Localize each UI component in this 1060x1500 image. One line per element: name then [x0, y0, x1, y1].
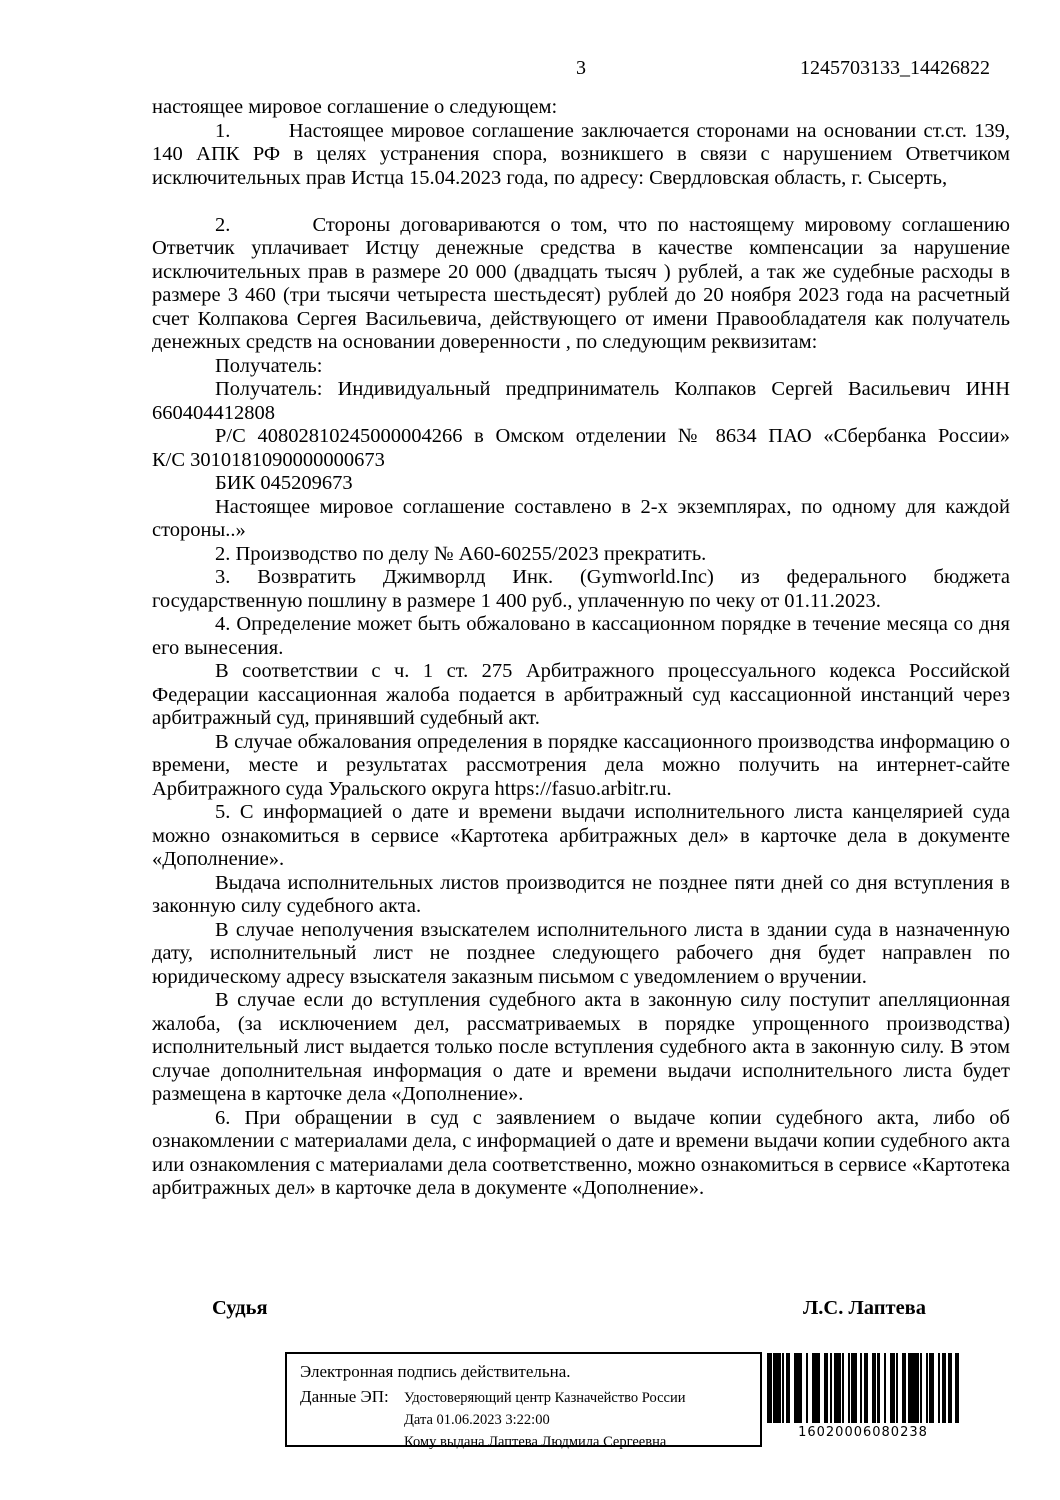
stamp-cert-lines — [404, 1387, 686, 1453]
signature-row — [152, 1297, 1010, 1320]
judge-name: Л.С. Лаптева — [802, 1297, 926, 1319]
paragraph: 4. Определение может быть обжаловано в кассационном порядке в течение месяца со дня его вынесения. — [152, 613, 1010, 659]
paragraph: 1. Настоящее мировое соглашение заключается сторонами на основании ст.ст. 139, 140 АПК РФ в целях устранения спора, возникшего в связи с нарушением Ответчиком исключительных прав Истца 15.04.2023 года, по адресу: Свердловская область, г. Сысерть, — [152, 119, 1010, 189]
judge-label: Судья — [212, 1297, 268, 1319]
stamp-cert-date: Дата 01.06.2023 3:22:00 — [404, 1412, 550, 1428]
paragraph: В случае обжалования определения в порядке кассационного производства информацию о времени, месте и результатах рассмотрения дела можно получить на интернет-сайте Арбитражного суда Уральского округа https://fasuo.arbitr.ru. — [152, 730, 1010, 800]
stamp-data-label: Данные ЭП: — [300, 1387, 389, 1406]
paragraph: Настоящее мировое соглашение составлено в 2-х экземплярах, по одному для каждой — [215, 495, 1010, 518]
paragraph: В соответствии с ч. 1 ст. 275 Арбитражного процессуального кодекса Российской Федерации кассационная жалоба подается в арбитражный суд кассационной инстанций через арбитражный суд, принявший судебный акт. — [152, 660, 1010, 729]
paragraph: Получатель: Индивидуальный предприниматель Колпаков Сергей Васильевич ИНН — [215, 378, 1010, 400]
electronic-signature-stamp — [285, 1352, 762, 1450]
paragraph: стороны..» — [152, 519, 246, 541]
paragraph: 660404412808 — [152, 401, 275, 424]
stamp-cert-issued-to: Кому выдана Лаптева Людмила Сергеевна — [404, 1434, 667, 1450]
stamp-data-row — [300, 1387, 750, 1453]
paragraph: Получатель: — [215, 354, 323, 377]
paragraph: В случае если до вступления судебного акта в законную силу поступит апелляционная жалоба, (за исключением дел, рассматриваемых в порядке упрощенного производства) исполнительный лист выдается только после вступления судебного акта в законную силу. В этом случае дополнительная информация о дате и времени выдачи исполнительного листа будет размещена в карточке дела «Дополнение». — [152, 989, 1010, 1105]
paragraph: 6. При обращении в суд с заявлением о выдаче копии судебного акта, либо об ознакомлении с материалами дела, с информацией о дате и времени выдачи копии судебного акта или ознакомления с материалами дела соответственно, можно ознакомиться в сервисе «Картотека арбитражных дел» в карточке дела в документе «Дополнение». — [152, 1106, 1010, 1199]
stamp-cert-authority: Удостоверяющий центр Казначейство России — [404, 1390, 686, 1406]
barcode-bars — [767, 1353, 959, 1423]
page-number: 3 — [576, 57, 586, 79]
paragraph: К/С 3010181090000000673 — [152, 448, 385, 471]
barcode — [767, 1353, 959, 1440]
paragraph: настоящее мировое соглашение о следующем: — [152, 96, 558, 118]
paragraph: БИК 045209673 — [215, 472, 353, 494]
document-body — [152, 96, 1010, 1201]
blank-line — [152, 190, 1010, 214]
paragraph: Р/С 40802810245000004266 в Омском отделении № 8634 ПАО «Сбербанка России» — [215, 425, 1010, 447]
paragraph: В случае неполучения взыскателем исполнительного листа в здании суда в назначенную дату, исполнительный лист не позднее следующего рабочего дня будет направлен по юридическому адресу взыскателя заказным письмом с уведомлением о вручении. — [152, 918, 1010, 988]
document-id: 1245703133_14426822 — [800, 57, 990, 79]
paragraph: Выдача исполнительных листов производится не позднее пяти дней со дня вступления в законную силу судебного акта. — [152, 871, 1010, 917]
barcode-number: 16020006080238 — [798, 1425, 928, 1440]
stamp-valid-text: Электронная подпись действительна. — [300, 1362, 571, 1381]
page-header — [152, 57, 1010, 83]
paragraph: 2. Производство по делу № А60-60255/2023 прекратить. — [215, 542, 707, 565]
paragraph: 3. Возвратить Джимворлд Инк. (Gymworld.Inc) из федерального бюджета государственную пошлину в размере 1 400 руб., уплаченную по чеку от 01.11.2023. — [152, 566, 1010, 612]
paragraph: 2. Стороны договариваются о том, что по настоящему мировому соглашению Ответчик уплачивает Истцу денежные средства в качестве компенсации за нарушение исключительных прав в размере 20 000 (двадцать тысяч ) рублей, а так же судебные расходы в размере 3 460 (три тысячи четыреста шестьдесят) рублей до 20 ноября 2023 года на расчетный счет Колпакова Сергея Васильевича, действующего от имени Правообладателя как получатель денежных средств на основании доверенности , по следующим реквизитам: — [152, 213, 1010, 353]
paragraph: 5. С информацией о дате и времени выдачи исполнительного листа канцелярией суда можно ознакомиться в сервисе «Картотека арбитражных дел» в карточке дела в документе «Дополнение». — [152, 801, 1010, 870]
